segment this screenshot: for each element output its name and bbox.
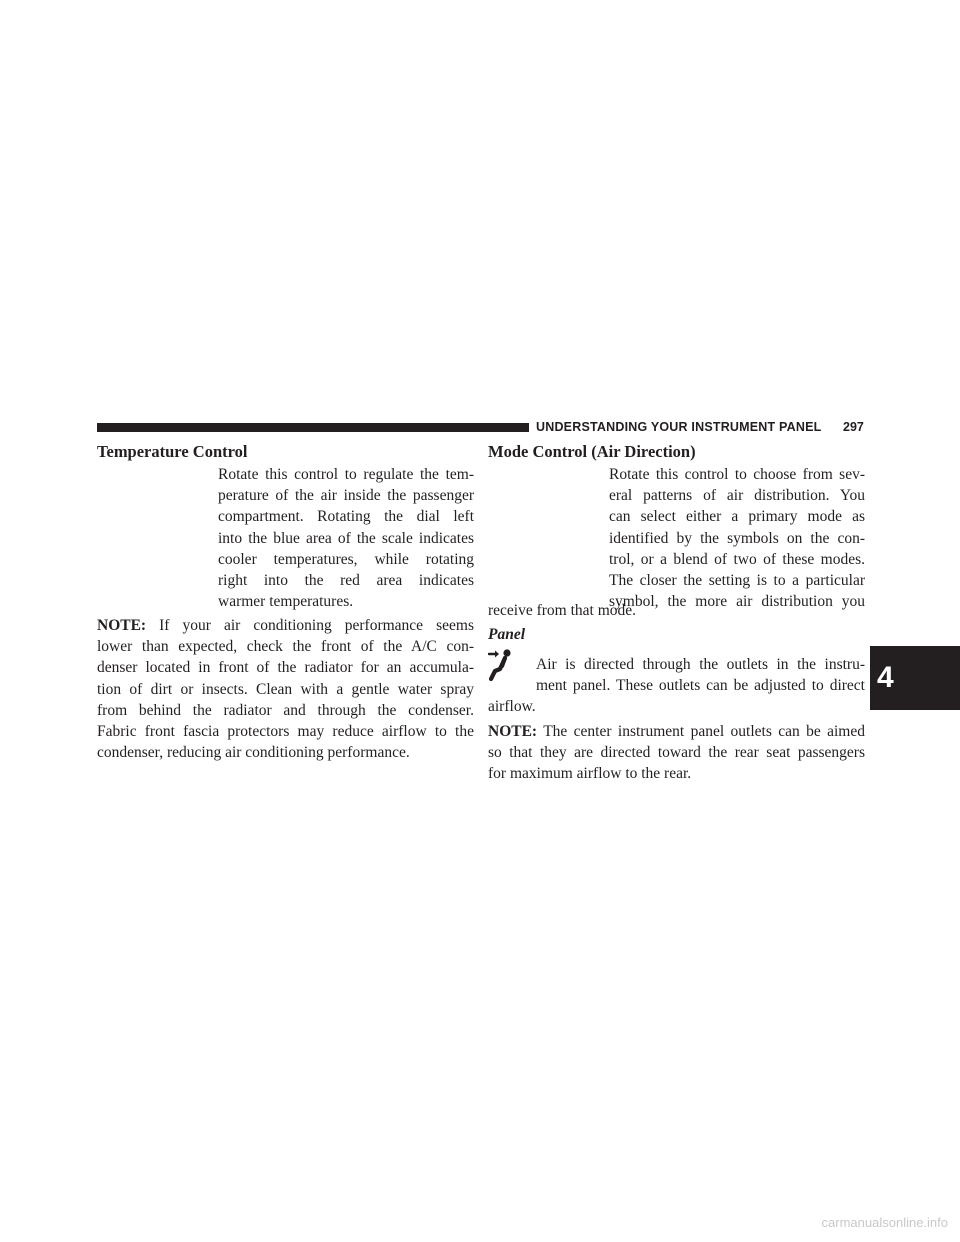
text-line (488, 721, 865, 742)
text-line: airflow. (488, 698, 536, 715)
section-title: UNDERSTANDING YOUR INSTRUMENT PANEL (536, 420, 822, 434)
text-line: perature of the air inside the passenger (218, 487, 474, 505)
temperature-control-heading: Temperature Control (97, 442, 248, 461)
text-line: from behind the radiator and through the condenser. (97, 701, 474, 719)
mode-control-heading: Mode Control (Air Direction) (488, 442, 696, 461)
text-line: trol, or a blend of two of these modes. (609, 550, 865, 568)
text-line (97, 615, 474, 636)
text-line: warmer temperatures. (218, 593, 354, 611)
text-line: right into the red area indicates (218, 572, 474, 590)
text-line: Air is directed through the outlets in the instru- (536, 656, 865, 673)
text-line: The closer the setting is to a particular (609, 572, 865, 590)
text-line: symbol, the more air distribution you (609, 593, 865, 611)
text-line: compartment. Rotating the dial left (218, 508, 474, 526)
text-line: tion of dirt or insects. Clean with a gentle water spray (97, 680, 474, 698)
panel-description (536, 654, 865, 696)
panel-subheading: Panel (488, 626, 526, 643)
chapter-tab: 4 (870, 646, 960, 710)
panel-note (488, 721, 865, 785)
text-line: denser located in front of the radiator for an accumula- (97, 659, 474, 677)
text-line: receive from that mode. (488, 602, 637, 619)
text-line: eral patterns of air distribution. You (609, 487, 865, 505)
text-line: so that they are directed toward the rear seat passengers (488, 744, 865, 762)
text-line: cooler temperatures, while rotating (218, 550, 474, 568)
note-first-line: The center instrument panel outlets can be aimed (543, 723, 865, 740)
text-line: for maximum airflow to the rear. (488, 765, 692, 783)
text-line: Rotate this control to regulate the tem- (218, 466, 474, 483)
text-line: Rotate this control to choose from sev- (609, 466, 865, 483)
note-first-line: If your air conditioning performance seems (159, 617, 474, 634)
text-line: can select either a primary mode as (609, 508, 865, 526)
text-line: ment panel. These outlets can be adjusted to direct (536, 677, 865, 695)
temperature-note (97, 615, 474, 763)
page-number: 297 (843, 420, 864, 434)
panel-vent-icon (488, 648, 514, 682)
text-line: into the blue area of the scale indicates (218, 529, 474, 547)
header-rule (97, 423, 529, 432)
panel-description-tail (488, 696, 865, 717)
text-line: lower than expected, check the front of the A/C con- (97, 638, 474, 656)
mode-control-description-tail (488, 600, 865, 621)
note-label: NOTE: (488, 723, 538, 740)
text-line: identified by the symbols on the con- (609, 529, 865, 547)
temperature-control-description (218, 464, 474, 612)
text-line: condenser, reducing air conditioning performance. (97, 744, 410, 762)
mode-control-description (609, 464, 865, 612)
watermark: carmanualsonline.info (821, 1215, 948, 1230)
text-line: Fabric front fascia protectors may reduce airflow to the (97, 723, 474, 741)
note-label: NOTE: (97, 617, 147, 634)
